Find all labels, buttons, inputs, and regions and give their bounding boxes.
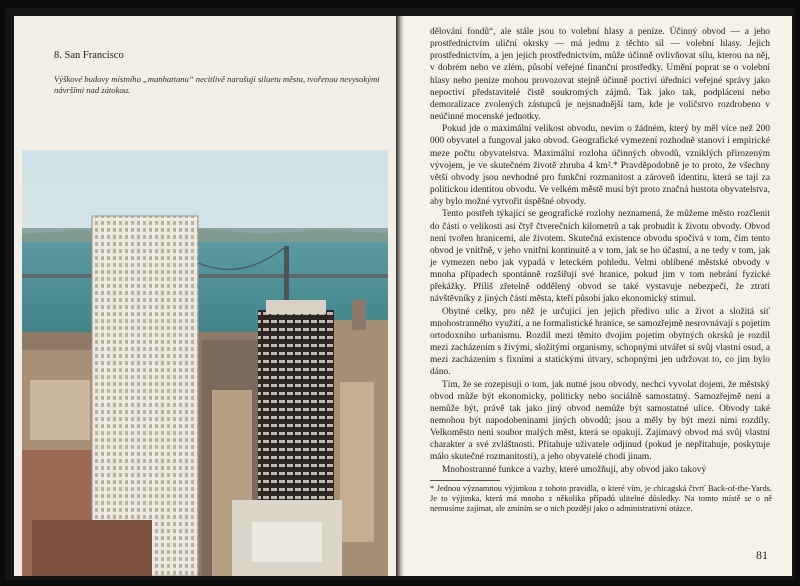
footnote: * Jednou významnou výjimkou z tohoto pravidla, o které vím, je chicagská čtvrť Back-of-the-Yards. Je to výjimka, která má mnoho z několika případů ulitelné důsledky. Na tomto místě se o ně nemusíme zajímat, ale zmíním se o nich později jako o administrativní otázce.: [430, 484, 772, 514]
paragraph: Mnohostranné funkce a vazby, které umožňují, aby obvod jako takový: [442, 464, 707, 475]
book-gutter: [396, 16, 404, 576]
paragraph: Tím, že se rozepisuji o tom, jak nutné jsou obvody, nechci vyvolat dojem, že městský obvod může být ekonomicky, politicky nebo sociálně samostatný. Samozřejmě není a nemůže být, právě tak jako jiný obvod nemůže být samostatné ulice. Obvody také nemohou být napodobeninami jiných obvodů; jsou a měly by být mezi nimi rozdíly. Velkoměsto není soubor malých měst, která se opakují. Zajímavý obvod má svůj vlastní charakter a své zvláštnosti. Přitahuje uživatele odjinud (pokud je nepřitahuje, poskytuje málo skutečné rozmanitosti), a jeho obyvatelé chodí jinam.: [430, 379, 770, 463]
left-page: [14, 16, 396, 576]
page-number: 81: [756, 548, 768, 562]
san-francisco-photo: [22, 150, 388, 576]
footnote-rule: [430, 480, 500, 481]
paragraph: dělování fondů“, ale stále jsou to volební hlasy a peníze. Účinný obvod — a jeho prostřednictvím uliční okrsky — má jednu z těchto sil — volební hlasy. Jejich prostřednictvím, a jen jejich prostřednictvím, může účinně ovlivňovat sílu, kterou na něj, v dobrém nebo ve zlém, působí veřejné finanční prostředky. Umění poprat se o volební hlasy nebo peníze mohou provozovat stejně účinně poctiví úředníci veřejné správy jako nepoctiví představitelé čistě soukromých zájmů. Tak jako tak, podplácení nebo demoralizace zvolených zástupců je nejsnadnější tam, kde je voličstvo rozdrobeno v neúčinné mocenské jednotky.: [430, 27, 770, 123]
book-spread: [6, 8, 794, 580]
body-text: [430, 26, 770, 476]
caption-text: Výškové budovy místního „manhattanu“ necitlivě narušují siluetu města, tvořenou nevysokými návršími nad zátokou.: [54, 74, 380, 95]
paragraph: Obytné celky, pro něž je určující jen jejich předivo ulic a život a složitá síť mnohostranného využití, a ne formalistické hranice, se samozřejmě nesrovnávají s pojetím ortodoxního urbanismu. Rozdíl mezi těmito dvojím pojetím obytných okrsků je rozdíl mezi zacházením s živými, složitými organismy, schopnými utvářet si svůj vlastní osud, a mezi zacházením s fixními a statickými útvary, schopnými jen udržovat to, co jim bylo dáno.: [430, 306, 770, 378]
right-page: [404, 16, 792, 576]
paragraph: Pokud jde o maximální velikost obvodu, nevím o žádném, který by měl více než 200 000 obyvatel a fungoval jako obvod. Geografické vymezení rozhodně stanoví i empirické meze počtu obyvatelstva. Maximální rozloha účinných obvodů, vzniklých přirozeným vývojem, je ve skutečném životě zhruba 4 km².* Pravděpodobně je to proto, že všechny větší obvody jsou nevhodné pro funkční rozmanitost a zároveň identitu, která se tají za politickou identitou obvodu. Ve velkém městě musí být proto značná hustota obyvatelstva, aby bylo možné vytvořit úspěšné obvody.: [430, 124, 770, 208]
caption-title: 8. San Francisco: [54, 50, 124, 61]
paragraph: Tento postřeh týkající se geografické rozlohy neznamená, že můžeme město rozčlenit do částí o velikosti asi čtyř čtverečních kilometrů a tak probudit k životu obvody. Obvod není tvořen hranicemi, ale životem. Skutečná existence obvodu spočívá v tom, čím tento obvod je vnitřně, v jeho vnitřní kontinuitě a v tom, jak se ho účastní, a ne tedy v tom, jak je vymezen nebo jak vypadá v leteckém pohledu. Velmi oblíbené městské obvody v mnoha případech spontánně rozšiřují své hranice, pokud jim v tom nebrání fyzické překážky. Příliš zřetelně oddělený obvod se také vystavuje nebezpečí, že ztratí návštěvníky z jiných částí města, kteří působí jako ekonomický stimul.: [430, 209, 770, 305]
